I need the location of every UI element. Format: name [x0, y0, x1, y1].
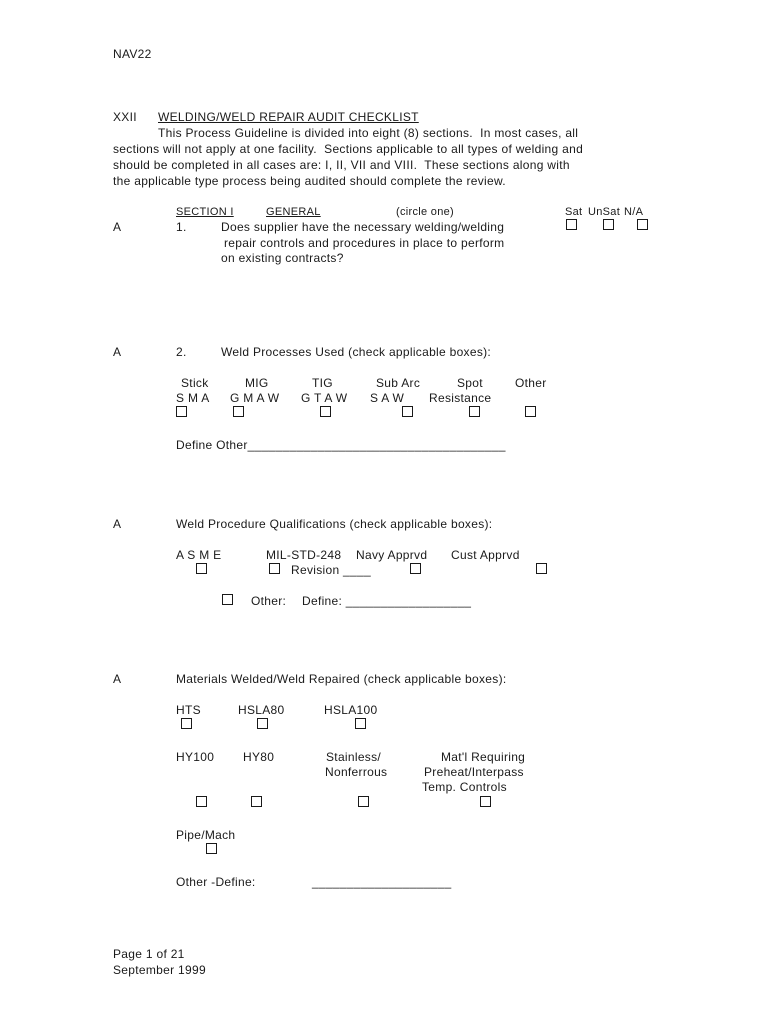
- q2-option-resistance: Resistance: [429, 391, 492, 405]
- q3-asme-checkbox[interactable]: [196, 563, 207, 574]
- q4-option-hy100: HY100: [176, 750, 215, 764]
- q4-question: Materials Welded/Weld Repaired (check applicable boxes):: [176, 672, 507, 686]
- q1-sat-checkbox[interactable]: [566, 219, 577, 230]
- q4-option-hy80: HY80: [243, 750, 275, 764]
- q2-question: Weld Processes Used (check applicable boxes):: [221, 345, 492, 359]
- q4-hsla80-checkbox[interactable]: [257, 718, 268, 729]
- q3-option-cust-apprvd: Cust Apprvd: [451, 548, 520, 562]
- q1-line-2: repair controls and procedures in place to perform: [224, 236, 505, 250]
- q2-option-stick: Stick: [181, 376, 209, 390]
- q3-define-field[interactable]: Define: __________________: [302, 594, 472, 608]
- q2-stick-checkbox[interactable]: [176, 406, 187, 417]
- q1-na-checkbox[interactable]: [637, 219, 648, 230]
- q2-option-sma: S M A: [176, 391, 210, 405]
- q4-hts-checkbox[interactable]: [181, 718, 192, 729]
- section-name: GENERAL: [266, 206, 321, 218]
- q3-other-checkbox[interactable]: [222, 594, 233, 605]
- q2-other-checkbox[interactable]: [525, 406, 536, 417]
- q2-option-tig: TIG: [312, 376, 333, 390]
- intro-line-2: sections will not apply at one facility. Sections applicable to all types of welding and: [113, 142, 584, 156]
- q2-option-mig: MIG: [245, 376, 269, 390]
- rating-header-na: N/A: [624, 206, 644, 218]
- q4-matl-checkbox[interactable]: [480, 796, 491, 807]
- q2-number: 2.: [176, 345, 187, 359]
- q3-question: Weld Procedure Qualifications (check applicable boxes):: [176, 517, 493, 531]
- rating-header-unsat: UnSat: [588, 206, 621, 218]
- q4-option-matl-1: Mat'l Requiring: [441, 750, 526, 764]
- q4-hy80-checkbox[interactable]: [251, 796, 262, 807]
- q2-spot-checkbox[interactable]: [469, 406, 480, 417]
- q4-marker: A: [113, 672, 122, 686]
- q2-option-saw: S A W: [370, 391, 405, 405]
- q2-option-gmaw: G M A W: [230, 391, 280, 405]
- q2-tig-checkbox[interactable]: [320, 406, 331, 417]
- q1-line-3: on existing contracts?: [221, 251, 344, 265]
- section-number: XXII: [113, 110, 137, 124]
- q4-option-stainless-2: Nonferrous: [325, 765, 388, 779]
- q2-marker: A: [113, 345, 122, 359]
- q4-option-pipe-mach: Pipe/Mach: [176, 828, 236, 842]
- q2-sub-arc-checkbox[interactable]: [402, 406, 413, 417]
- q3-option-mil-std-248: MIL-STD-248: [266, 548, 342, 562]
- q3-revision-field[interactable]: Revision ____: [291, 563, 371, 577]
- document-code: NAV22: [113, 47, 152, 61]
- q4-other-define-field[interactable]: ____________________: [312, 875, 452, 889]
- q1-line-1: Does supplier have the necessary welding/welding: [221, 220, 505, 234]
- q4-hsla100-checkbox[interactable]: [355, 718, 366, 729]
- section-label: SECTION I: [176, 206, 234, 218]
- q4-option-hts: HTS: [176, 703, 201, 717]
- q4-pipe-checkbox[interactable]: [206, 843, 217, 854]
- q2-option-sub-arc: Sub Arc: [376, 376, 421, 390]
- q3-option-navy-apprvd: Navy Apprvd: [356, 548, 428, 562]
- q4-other-define-label: Other -Define:: [176, 875, 256, 889]
- circle-one-note: (circle one): [396, 206, 455, 218]
- rating-header-sat: Sat: [565, 206, 583, 218]
- intro-line-1: This Process Guideline is divided into eight (8) sections. In most cases, all: [158, 126, 579, 140]
- intro-line-4: the applicable type process being audited should complete the review.: [113, 174, 506, 188]
- q2-option-other: Other: [515, 376, 547, 390]
- q3-marker: A: [113, 517, 122, 531]
- q3-option-asme: A S M E: [176, 548, 222, 562]
- footer-page: Page 1 of 21: [113, 947, 185, 961]
- q3-navy-checkbox[interactable]: [410, 563, 421, 574]
- intro-line-3: should be completed in all cases are: I, II, VII and VIII. These sections along with: [113, 158, 570, 172]
- q4-option-hsla100: HSLA100: [324, 703, 378, 717]
- q4-option-stainless-1: Stainless/: [326, 750, 382, 764]
- q1-marker: A: [113, 220, 122, 234]
- checklist-title: WELDING/WELD REPAIR AUDIT CHECKLIST: [158, 110, 419, 124]
- q2-option-spot: Spot: [457, 376, 483, 390]
- q4-hy100-checkbox[interactable]: [196, 796, 207, 807]
- q1-number: 1.: [176, 220, 187, 234]
- q3-mil-std-checkbox[interactable]: [269, 563, 280, 574]
- q3-other-label: Other:: [251, 594, 287, 608]
- q4-option-matl-2: Preheat/Interpass: [424, 765, 524, 779]
- q2-option-gtaw: G T A W: [301, 391, 348, 405]
- q2-define-other[interactable]: Define Other_____________________________________: [176, 438, 506, 452]
- footer-date: September 1999: [113, 963, 206, 977]
- q1-unsat-checkbox[interactable]: [603, 219, 614, 230]
- q3-cust-checkbox[interactable]: [536, 563, 547, 574]
- q2-mig-checkbox[interactable]: [233, 406, 244, 417]
- q4-stainless-checkbox[interactable]: [358, 796, 369, 807]
- q4-option-hsla80: HSLA80: [238, 703, 285, 717]
- q4-option-matl-3: Temp. Controls: [422, 780, 507, 794]
